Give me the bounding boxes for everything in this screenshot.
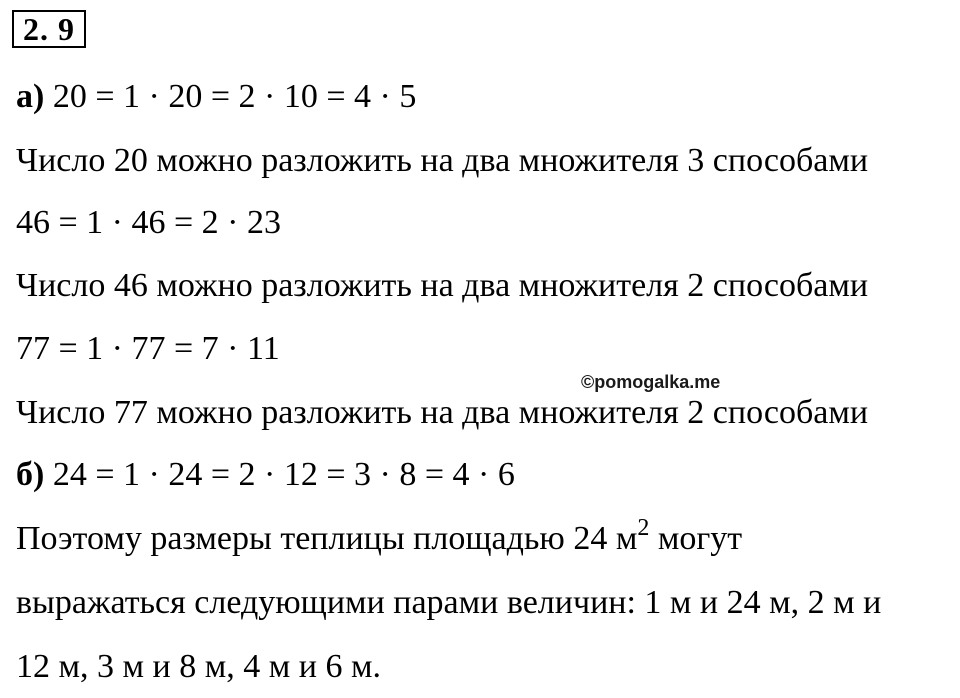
conclusion-line-1-text: Поэтому размеры теплицы площадью 24 м [16, 520, 638, 557]
part-a-label: а) [16, 78, 45, 115]
text-77: Число 77 можно разложить на два множителя 2 способами [16, 394, 869, 431]
equation-24: 24 = 1 · 24 = 2 · 12 = 3 · 8 = 4 · 6 [52, 456, 515, 493]
part-b-label: б) [16, 456, 45, 493]
part-b-equation-24 [16, 455, 515, 495]
task-number-badge: 2. 9 [12, 10, 86, 48]
equation-20: 20 = 1 · 20 = 2 · 10 = 4 · 5 [52, 78, 417, 115]
conclusion-line-1 [16, 515, 743, 559]
text-46: Число 46 можно разложить на два множителя 2 способами [16, 267, 869, 304]
square-exponent: 2 [637, 515, 650, 541]
equation-77: 77 = 1 · 77 = 7 · 11 [16, 330, 280, 367]
conclusion-line-2: выражаться следующими парами величин: 1 м и 24 м, 2 м и [16, 584, 882, 621]
equation-46: 46 = 1 · 46 = 2 · 23 [16, 204, 281, 241]
text-20: Число 20 можно разложить на два множителя 3 способами [16, 142, 869, 179]
part-a-equation-20 [16, 77, 416, 117]
conclusion-line-3: 12 м, 3 м и 8 м, 4 м и 6 м. [16, 648, 381, 685]
conclusion-line-1-end: могут [649, 520, 743, 557]
watermark: ©pomogalka.me [581, 372, 721, 392]
